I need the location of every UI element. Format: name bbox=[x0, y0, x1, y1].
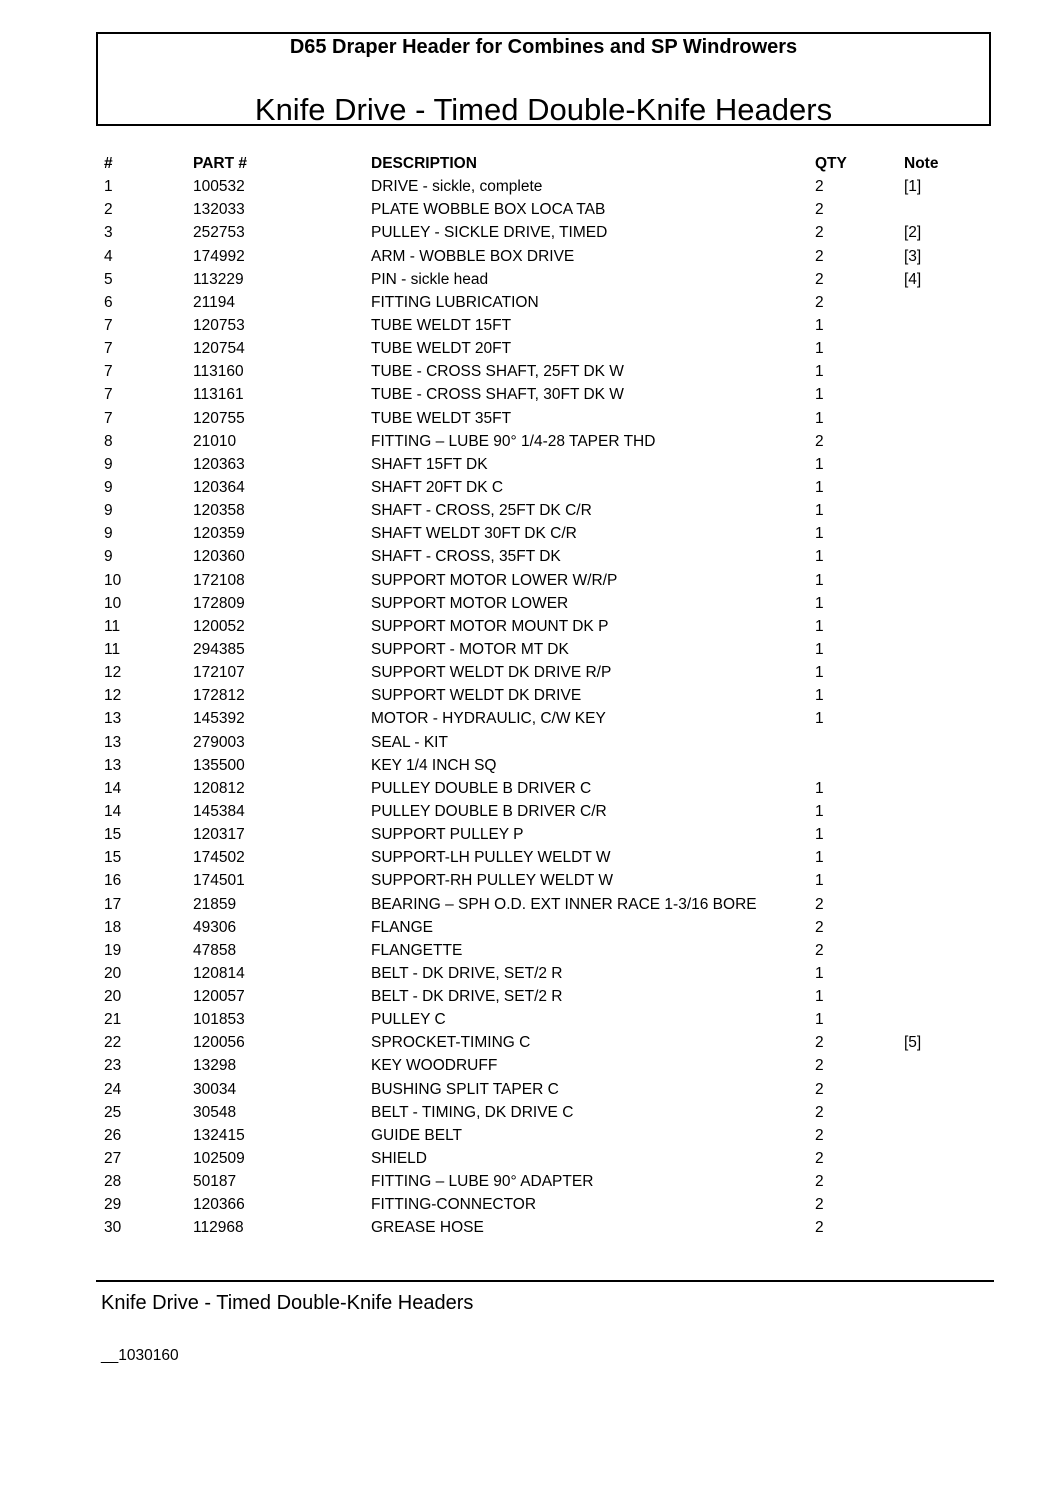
cell-description: PULLEY DOUBLE B DRIVER C bbox=[371, 779, 592, 797]
cell-number: 5 bbox=[104, 270, 113, 288]
cell-qty: 1 bbox=[815, 525, 824, 543]
cell-qty: 1 bbox=[815, 664, 824, 682]
cell-part-number: 21859 bbox=[193, 895, 237, 913]
cell-part-number: 120754 bbox=[193, 340, 245, 358]
cell-qty: 1 bbox=[815, 779, 824, 797]
cell-number: 11 bbox=[104, 640, 121, 658]
document-title: Knife Drive - Timed Double-Knife Headers bbox=[254, 92, 833, 127]
cell-description: MOTOR - HYDRAULIC, C/W KEY bbox=[371, 710, 606, 728]
cell-description: GUIDE BELT bbox=[371, 1126, 463, 1144]
cell-part-number: 13298 bbox=[193, 1057, 237, 1075]
cell-part-number: 49306 bbox=[193, 918, 237, 936]
table-row bbox=[0, 316, 1060, 339]
cell-description: SUPPORT WELDT DK DRIVE bbox=[371, 687, 582, 705]
cell-note: [4] bbox=[904, 270, 922, 288]
table-row bbox=[0, 1033, 1060, 1056]
cell-qty: 1 bbox=[815, 617, 824, 635]
cell-note: [1] bbox=[904, 178, 922, 196]
cell-qty: 2 bbox=[815, 247, 824, 265]
table-row bbox=[0, 501, 1060, 524]
table-row bbox=[0, 524, 1060, 547]
table-row bbox=[0, 200, 1060, 223]
cell-qty: 2 bbox=[815, 178, 824, 196]
cell-part-number: 100532 bbox=[193, 178, 245, 196]
document-subtitle: D65 Draper Header for Combines and SP Windrowers bbox=[289, 36, 798, 58]
table-row bbox=[0, 478, 1060, 501]
cell-description: BEARING – SPH O.D. EXT INNER RACE 1-3/16 BORE bbox=[371, 895, 757, 913]
table-row bbox=[0, 385, 1060, 408]
cell-qty: 1 bbox=[815, 502, 824, 520]
table-row bbox=[0, 223, 1060, 246]
cell-description: SUPPORT MOTOR MOUNT DK P bbox=[371, 617, 609, 635]
cell-part-number: 174502 bbox=[193, 849, 245, 867]
table-row bbox=[0, 848, 1060, 871]
table-row bbox=[0, 1103, 1060, 1126]
cell-part-number: 120057 bbox=[193, 988, 245, 1006]
table-row bbox=[0, 594, 1060, 617]
cell-part-number: 21194 bbox=[193, 293, 235, 311]
cell-part-number: 30548 bbox=[193, 1103, 237, 1121]
cell-qty: 1 bbox=[815, 455, 824, 473]
column-header-number: # bbox=[104, 155, 113, 172]
cell-number: 7 bbox=[104, 340, 113, 358]
cell-qty: 1 bbox=[815, 386, 824, 404]
table-row bbox=[0, 247, 1060, 270]
cell-description: SUPPORT MOTOR LOWER bbox=[371, 594, 569, 612]
cell-number: 2 bbox=[104, 201, 113, 219]
table-header-row bbox=[0, 154, 1060, 177]
cell-part-number: 279003 bbox=[193, 733, 245, 751]
cell-part-number: 120366 bbox=[193, 1196, 245, 1214]
cell-qty: 2 bbox=[815, 224, 824, 242]
cell-qty: 1 bbox=[815, 849, 824, 867]
cell-number: 14 bbox=[104, 779, 122, 797]
footer-divider bbox=[96, 1280, 994, 1282]
table-row bbox=[0, 871, 1060, 894]
cell-description: TUBE - CROSS SHAFT, 30FT DK W bbox=[371, 386, 624, 404]
cell-description: SEAL - KIT bbox=[371, 733, 448, 751]
cell-qty: 1 bbox=[815, 687, 824, 705]
cell-qty: 1 bbox=[815, 594, 824, 612]
cell-number: 21 bbox=[104, 1011, 122, 1029]
cell-number: 30 bbox=[104, 1219, 122, 1237]
cell-part-number: 21010 bbox=[193, 432, 237, 450]
cell-description: SUPPORT-RH PULLEY WELDT W bbox=[371, 872, 614, 890]
cell-number: 10 bbox=[104, 571, 122, 589]
cell-qty: 2 bbox=[815, 432, 824, 450]
cell-qty: 2 bbox=[815, 201, 824, 219]
cell-qty: 1 bbox=[815, 316, 824, 334]
cell-part-number: 50187 bbox=[193, 1173, 237, 1191]
table-row bbox=[0, 802, 1060, 825]
table-row bbox=[0, 571, 1060, 594]
cell-number: 8 bbox=[104, 432, 113, 450]
cell-qty: 2 bbox=[815, 1150, 824, 1168]
cell-description: TUBE WELDT 20FT bbox=[371, 340, 512, 358]
cell-description: SUPPORT WELDT DK DRIVE R/P bbox=[371, 664, 612, 682]
cell-part-number: 102509 bbox=[193, 1150, 245, 1168]
cell-number: 12 bbox=[104, 687, 122, 705]
cell-number: 28 bbox=[104, 1173, 122, 1191]
cell-number: 9 bbox=[104, 455, 113, 473]
table-row bbox=[0, 362, 1060, 385]
cell-part-number: 172812 bbox=[193, 687, 245, 705]
cell-qty: 2 bbox=[815, 1057, 824, 1075]
cell-part-number: 120812 bbox=[193, 779, 245, 797]
cell-description: FITTING – LUBE 90° ADAPTER bbox=[371, 1173, 594, 1191]
cell-number: 15 bbox=[104, 849, 122, 867]
cell-part-number: 145392 bbox=[193, 710, 245, 728]
table-row bbox=[0, 1218, 1060, 1241]
cell-description: BELT - DK DRIVE, SET/2 R bbox=[371, 964, 563, 982]
cell-description: FITTING LUBRICATION bbox=[371, 293, 539, 311]
cell-number: 7 bbox=[104, 316, 113, 334]
parts-table bbox=[0, 154, 1060, 1242]
cell-part-number: 120358 bbox=[193, 502, 245, 520]
cell-number: 13 bbox=[104, 756, 122, 774]
cell-number: 25 bbox=[104, 1103, 122, 1121]
cell-qty: 1 bbox=[815, 1011, 824, 1029]
cell-description: SUPPORT MOTOR LOWER W/R/P bbox=[371, 571, 618, 589]
cell-note: [3] bbox=[904, 247, 922, 265]
cell-qty: 2 bbox=[815, 1219, 824, 1237]
cell-part-number: 101853 bbox=[193, 1011, 245, 1029]
cell-number: 29 bbox=[104, 1196, 122, 1214]
cell-number: 10 bbox=[104, 594, 122, 612]
table-row bbox=[0, 1126, 1060, 1149]
cell-description: PIN - sickle head bbox=[371, 270, 489, 288]
cell-part-number: 145384 bbox=[193, 802, 245, 820]
table-row bbox=[0, 1149, 1060, 1172]
cell-number: 6 bbox=[104, 293, 113, 311]
cell-description: SUPPORT - MOTOR MT DK bbox=[371, 640, 569, 658]
cell-qty: 1 bbox=[815, 988, 824, 1006]
cell-qty: 2 bbox=[815, 941, 824, 959]
table-row bbox=[0, 1056, 1060, 1079]
cell-number: 1 bbox=[104, 178, 113, 196]
cell-qty: 1 bbox=[815, 872, 824, 890]
cell-part-number: 120056 bbox=[193, 1034, 245, 1052]
cell-number: 7 bbox=[104, 386, 113, 404]
cell-part-number: 120814 bbox=[193, 964, 245, 982]
cell-note: [2] bbox=[904, 224, 922, 242]
cell-description: GREASE HOSE bbox=[371, 1219, 484, 1237]
cell-part-number: 135500 bbox=[193, 756, 245, 774]
cell-qty: 2 bbox=[815, 918, 824, 936]
table-row bbox=[0, 733, 1060, 756]
cell-part-number: 113161 bbox=[193, 386, 244, 404]
cell-description: SUPPORT-LH PULLEY WELDT W bbox=[371, 849, 611, 867]
cell-number: 20 bbox=[104, 988, 122, 1006]
cell-qty: 1 bbox=[815, 548, 824, 566]
cell-description: SHAFT - CROSS, 35FT DK bbox=[371, 548, 561, 566]
cell-note: [5] bbox=[904, 1034, 922, 1052]
cell-part-number: 172107 bbox=[193, 664, 245, 682]
table-row bbox=[0, 1195, 1060, 1218]
cell-part-number: 172809 bbox=[193, 594, 245, 612]
table-row bbox=[0, 918, 1060, 941]
cell-qty: 2 bbox=[815, 1103, 824, 1121]
cell-number: 9 bbox=[104, 525, 113, 543]
cell-qty: 2 bbox=[815, 1196, 824, 1214]
column-header-note: Note bbox=[904, 155, 939, 172]
cell-number: 15 bbox=[104, 826, 122, 844]
cell-number: 18 bbox=[104, 918, 122, 936]
footer-title: Knife Drive - Timed Double-Knife Headers bbox=[101, 1292, 474, 1314]
cell-qty: 2 bbox=[815, 293, 824, 311]
cell-description: SHIELD bbox=[371, 1150, 427, 1168]
cell-qty: 2 bbox=[815, 270, 824, 288]
table-row bbox=[0, 987, 1060, 1010]
cell-description: PULLEY - SICKLE DRIVE, TIMED bbox=[371, 224, 608, 242]
table-row bbox=[0, 779, 1060, 802]
cell-part-number: 47858 bbox=[193, 941, 237, 959]
table-row bbox=[0, 686, 1060, 709]
cell-qty: 2 bbox=[815, 895, 824, 913]
cell-description: KEY WOODRUFF bbox=[371, 1057, 498, 1075]
cell-description: PULLEY C bbox=[371, 1011, 446, 1029]
cell-number: 27 bbox=[104, 1150, 122, 1168]
cell-description: SHAFT 20FT DK C bbox=[371, 478, 504, 496]
cell-description: FITTING – LUBE 90° 1/4-28 TAPER THD bbox=[371, 432, 656, 450]
column-header-qty: QTY bbox=[815, 155, 847, 172]
document-number: __1030160 bbox=[101, 1347, 179, 1364]
cell-description: FITTING-CONNECTOR bbox=[371, 1196, 537, 1214]
cell-description: TUBE WELDT 15FT bbox=[371, 316, 512, 334]
cell-number: 20 bbox=[104, 964, 122, 982]
cell-number: 14 bbox=[104, 802, 122, 820]
cell-number: 13 bbox=[104, 733, 122, 751]
cell-qty: 1 bbox=[815, 409, 824, 427]
table-row bbox=[0, 293, 1060, 316]
cell-part-number: 294385 bbox=[193, 640, 245, 658]
table-row bbox=[0, 941, 1060, 964]
cell-number: 7 bbox=[104, 409, 113, 427]
cell-number: 19 bbox=[104, 941, 122, 959]
cell-description: SHAFT 15FT DK bbox=[371, 455, 488, 473]
table-row bbox=[0, 756, 1060, 779]
cell-description: SPROCKET-TIMING C bbox=[371, 1034, 531, 1052]
cell-qty: 1 bbox=[815, 964, 824, 982]
cell-number: 12 bbox=[104, 664, 122, 682]
cell-number: 9 bbox=[104, 478, 113, 496]
table-row bbox=[0, 1080, 1060, 1103]
cell-part-number: 172108 bbox=[193, 571, 245, 589]
cell-part-number: 252753 bbox=[193, 224, 245, 242]
cell-part-number: 174992 bbox=[193, 247, 245, 265]
table-row bbox=[0, 432, 1060, 455]
table-row bbox=[0, 964, 1060, 987]
table-row bbox=[0, 339, 1060, 362]
cell-qty: 1 bbox=[815, 710, 824, 728]
cell-description: TUBE WELDT 35FT bbox=[371, 409, 512, 427]
cell-part-number: 120753 bbox=[193, 316, 245, 334]
table-row bbox=[0, 617, 1060, 640]
table-row bbox=[0, 547, 1060, 570]
column-header-part: PART # bbox=[193, 155, 247, 172]
cell-number: 22 bbox=[104, 1034, 122, 1052]
cell-qty: 1 bbox=[815, 826, 824, 844]
table-row bbox=[0, 709, 1060, 732]
cell-qty: 1 bbox=[815, 802, 824, 820]
cell-number: 16 bbox=[104, 872, 122, 890]
cell-qty: 1 bbox=[815, 363, 824, 381]
table-row bbox=[0, 640, 1060, 663]
cell-qty: 2 bbox=[815, 1034, 824, 1052]
cell-number: 17 bbox=[104, 895, 122, 913]
cell-part-number: 30034 bbox=[193, 1080, 237, 1098]
cell-qty: 2 bbox=[815, 1126, 824, 1144]
cell-description: SUPPORT PULLEY P bbox=[371, 826, 524, 844]
cell-qty: 1 bbox=[815, 478, 824, 496]
cell-number: 4 bbox=[104, 247, 113, 265]
cell-part-number: 113229 bbox=[193, 270, 244, 288]
table-row bbox=[0, 455, 1060, 478]
cell-number: 7 bbox=[104, 363, 113, 381]
cell-part-number: 112968 bbox=[193, 1219, 244, 1237]
cell-part-number: 132415 bbox=[193, 1126, 245, 1144]
table-row bbox=[0, 409, 1060, 432]
cell-description: SHAFT WELDT 30FT DK C/R bbox=[371, 525, 577, 543]
cell-description: FLANGETTE bbox=[371, 941, 463, 959]
table-row bbox=[0, 825, 1060, 848]
cell-number: 11 bbox=[104, 617, 121, 635]
cell-qty: 1 bbox=[815, 340, 824, 358]
cell-description: BUSHING SPLIT TAPER C bbox=[371, 1080, 559, 1098]
cell-part-number: 120360 bbox=[193, 548, 245, 566]
cell-description: BELT - TIMING, DK DRIVE C bbox=[371, 1103, 574, 1121]
cell-part-number: 120364 bbox=[193, 478, 245, 496]
cell-part-number: 132033 bbox=[193, 201, 245, 219]
cell-description: ARM - WOBBLE BOX DRIVE bbox=[371, 247, 575, 265]
cell-qty: 1 bbox=[815, 640, 824, 658]
table-row bbox=[0, 177, 1060, 200]
cell-number: 23 bbox=[104, 1057, 122, 1075]
cell-number: 13 bbox=[104, 710, 122, 728]
cell-number: 9 bbox=[104, 548, 113, 566]
cell-qty: 2 bbox=[815, 1080, 824, 1098]
cell-description: BELT - DK DRIVE, SET/2 R bbox=[371, 988, 563, 1006]
cell-part-number: 174501 bbox=[193, 872, 245, 890]
cell-qty: 1 bbox=[815, 571, 824, 589]
cell-part-number: 120317 bbox=[193, 826, 245, 844]
cell-number: 3 bbox=[104, 224, 113, 242]
table-row bbox=[0, 895, 1060, 918]
cell-description: SHAFT - CROSS, 25FT DK C/R bbox=[371, 502, 592, 520]
cell-description: PULLEY DOUBLE B DRIVER C/R bbox=[371, 802, 607, 820]
cell-description: KEY 1/4 INCH SQ bbox=[371, 756, 497, 774]
cell-part-number: 120755 bbox=[193, 409, 245, 427]
cell-part-number: 120363 bbox=[193, 455, 245, 473]
cell-part-number: 120359 bbox=[193, 525, 245, 543]
cell-number: 26 bbox=[104, 1126, 122, 1144]
column-header-description: DESCRIPTION bbox=[371, 155, 477, 172]
cell-qty: 2 bbox=[815, 1173, 824, 1191]
cell-number: 24 bbox=[104, 1080, 122, 1098]
cell-description: TUBE - CROSS SHAFT, 25FT DK W bbox=[371, 363, 624, 381]
cell-description: DRIVE - sickle, complete bbox=[371, 178, 543, 196]
table-row bbox=[0, 1010, 1060, 1033]
cell-part-number: 113160 bbox=[193, 363, 244, 381]
cell-description: FLANGE bbox=[371, 918, 434, 936]
cell-number: 9 bbox=[104, 502, 113, 520]
table-row bbox=[0, 270, 1060, 293]
header-box bbox=[96, 32, 991, 126]
cell-description: PLATE WOBBLE BOX LOCA TAB bbox=[371, 201, 606, 219]
table-row bbox=[0, 663, 1060, 686]
table-row bbox=[0, 1172, 1060, 1195]
cell-part-number: 120052 bbox=[193, 617, 245, 635]
